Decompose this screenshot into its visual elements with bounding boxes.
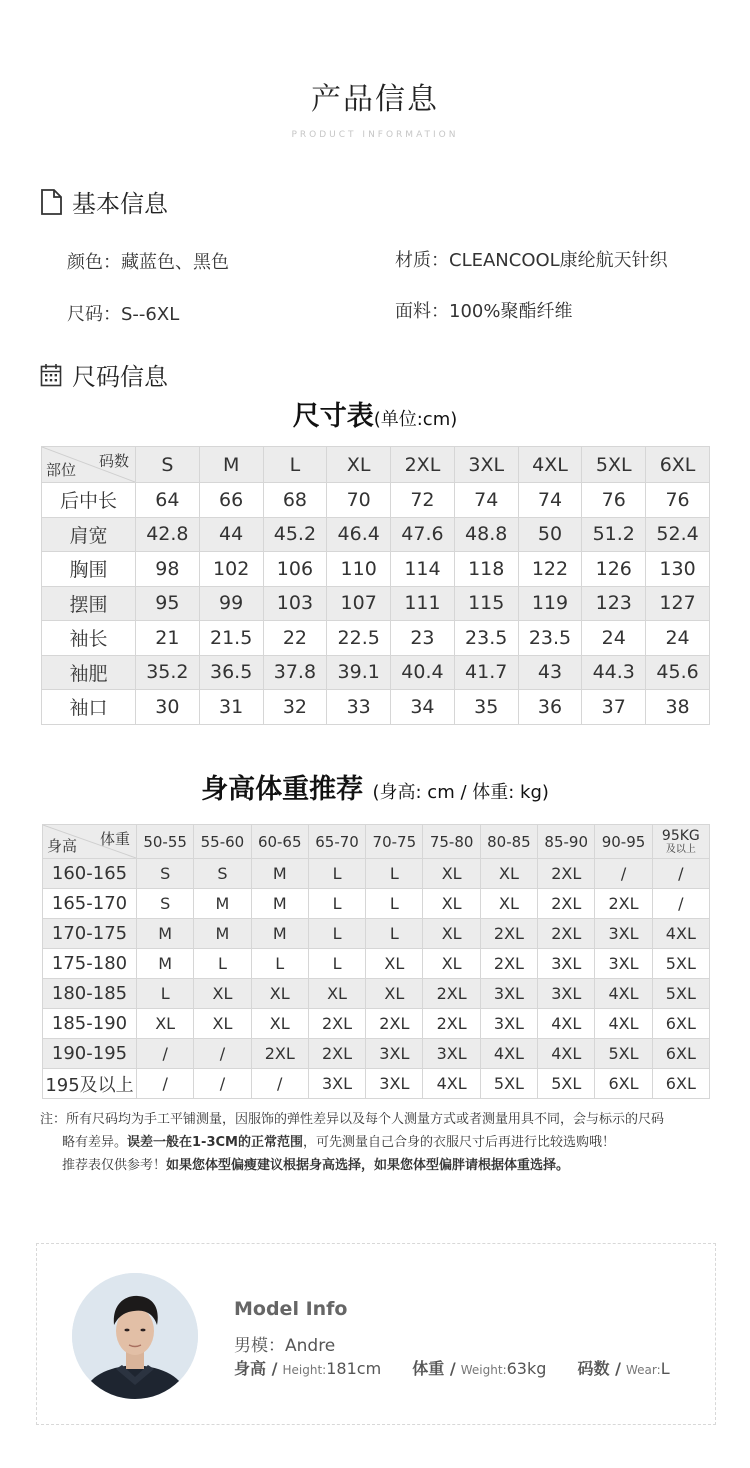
- note-line-2: [40, 1131, 730, 1154]
- rec-size-cell: L: [194, 949, 251, 979]
- color-value: 藏蓝色、黑色: [121, 252, 229, 273]
- rec-size-cell: M: [137, 919, 194, 949]
- page-subtitle: PRODUCT INFORMATION: [291, 130, 459, 140]
- rec-size-cell: 2XL: [480, 919, 537, 949]
- size-table-unit: (单位:cm): [373, 409, 458, 430]
- rec-size-cell: 2XL: [308, 1039, 365, 1069]
- rec-table-row: [43, 1009, 710, 1039]
- model-height-en: Height:: [282, 1363, 327, 1377]
- rec-size-cell: XL: [423, 889, 480, 919]
- rec-size-cell: XL: [251, 1009, 308, 1039]
- material-label: 材质：: [395, 250, 449, 271]
- rec-size-cell: M: [251, 919, 308, 949]
- rec-table-row: [43, 919, 710, 949]
- note-line-2b: 误差一般在1-3CM的正常范围: [127, 1135, 303, 1150]
- size-value-cell: 33: [327, 690, 391, 725]
- size-value-cell: 102: [199, 552, 263, 587]
- size-value-cell: 21.5: [199, 621, 263, 656]
- rec-size-cell: XL: [423, 949, 480, 979]
- size-value-cell: 123: [582, 586, 646, 621]
- model-info-title: Model Info: [234, 1298, 348, 1320]
- size-value-cell: 111: [391, 586, 455, 621]
- size-value-cell: 122: [518, 552, 582, 587]
- size-value-cell: 37.8: [263, 655, 327, 690]
- rec-size-cell: S: [137, 889, 194, 919]
- size-header-cell: L: [263, 447, 327, 483]
- note-line-2c: ，可先测量自己合身的衣服尺寸后再进行比较选购哦！: [302, 1135, 615, 1150]
- fabric-label: 面料：: [395, 301, 449, 322]
- size-header-cell: XL: [327, 447, 391, 483]
- rec-size-cell: M: [137, 949, 194, 979]
- rec-size-cell: 3XL: [366, 1069, 423, 1099]
- rec-size-cell: 6XL: [652, 1069, 709, 1099]
- rec-size-cell: M: [251, 889, 308, 919]
- model-size-en: Wear:: [626, 1363, 661, 1377]
- rec-size-cell: 2XL: [538, 889, 595, 919]
- model-weight-label: 体重 /: [412, 1359, 456, 1378]
- model-weight-en: Weight:: [460, 1363, 507, 1377]
- rec-size-cell: XL: [194, 1009, 251, 1039]
- size-value-cell: 72: [391, 483, 455, 518]
- rec-size-cell: 3XL: [480, 979, 537, 1009]
- rec-size-cell: 3XL: [308, 1069, 365, 1099]
- rec-size-cell: 3XL: [538, 979, 595, 1009]
- rec-size-cell: /: [652, 859, 709, 889]
- basic-info-title: 基本信息: [72, 190, 168, 218]
- size-value-cell: 74: [518, 483, 582, 518]
- size-value-cell: 40.4: [391, 655, 455, 690]
- size-part-cell: 袖口: [42, 690, 136, 725]
- note-line-2a: 略有差异。: [62, 1135, 128, 1150]
- height-cell: 185-190: [43, 1009, 137, 1039]
- rec-size-cell: L: [366, 859, 423, 889]
- size-table-corner: [42, 447, 136, 483]
- size-table-row: [42, 690, 710, 725]
- size-value-cell: 23: [391, 621, 455, 656]
- rec-size-cell: 4XL: [538, 1039, 595, 1069]
- note-line-3b: 如果您体型偏瘦建议根据身高选择，如果您体型偏胖请根据体重选择。: [166, 1158, 570, 1173]
- size-value-cell: 39.1: [327, 655, 391, 690]
- size-value-cell: 70: [327, 483, 391, 518]
- rec-size-cell: M: [194, 919, 251, 949]
- model-height-label: 身高 /: [234, 1359, 278, 1378]
- size-value-cell: 103: [263, 586, 327, 621]
- document-icon: [40, 189, 62, 215]
- rec-size-cell: XL: [480, 859, 537, 889]
- rec-size-cell: /: [652, 889, 709, 919]
- size-value-cell: 22: [263, 621, 327, 656]
- size-value-cell: 45.2: [263, 517, 327, 552]
- rec-table-row: [43, 1039, 710, 1069]
- rec-table-row: [43, 1069, 710, 1099]
- rec-size-cell: 2XL: [538, 919, 595, 949]
- size-value-cell: 35.2: [136, 655, 200, 690]
- size-value-cell: 95: [136, 586, 200, 621]
- rec-size-cell: 6XL: [652, 1039, 709, 1069]
- rec-size-cell: M: [251, 859, 308, 889]
- size-header-cell: 6XL: [646, 447, 710, 483]
- size-value-cell: 74: [454, 483, 518, 518]
- rec-size-cell: /: [194, 1039, 251, 1069]
- rec-size-cell: 3XL: [595, 919, 652, 949]
- material-row: [395, 246, 668, 272]
- rec-size-cell: /: [251, 1069, 308, 1099]
- size-value-cell: 22.5: [327, 621, 391, 656]
- rec-size-cell: L: [137, 979, 194, 1009]
- size-value-cell: 43: [518, 655, 582, 690]
- size-value-cell: 31: [199, 690, 263, 725]
- height-cell: 165-170: [43, 889, 137, 919]
- rec-size-cell: S: [137, 859, 194, 889]
- size-value-cell: 51.2: [582, 517, 646, 552]
- size-value-cell: 76: [646, 483, 710, 518]
- height-cell: 195及以上: [43, 1069, 137, 1099]
- rec-size-cell: 4XL: [595, 1009, 652, 1039]
- rec-size-cell: 3XL: [595, 949, 652, 979]
- rec-size-cell: 5XL: [652, 949, 709, 979]
- rec-size-cell: 2XL: [480, 949, 537, 979]
- rec-table-row: [43, 949, 710, 979]
- size-value-cell: 106: [263, 552, 327, 587]
- corner-weight-label: 体重: [99, 830, 130, 848]
- rec-table-row: [43, 859, 710, 889]
- rec-size-cell: 5XL: [595, 1039, 652, 1069]
- rec-size-cell: 3XL: [366, 1039, 423, 1069]
- model-name: Andre: [285, 1336, 336, 1356]
- rec-size-cell: 4XL: [480, 1039, 537, 1069]
- weight-header-cell: 70-75: [366, 825, 423, 859]
- rec-size-cell: XL: [194, 979, 251, 1009]
- size-value-cell: 118: [454, 552, 518, 587]
- size-value-cell: 30: [136, 690, 200, 725]
- size-value-cell: 32: [263, 690, 327, 725]
- rec-size-cell: M: [194, 889, 251, 919]
- size-value-cell: 107: [327, 586, 391, 621]
- size-table-row: [42, 586, 710, 621]
- rec-size-cell: XL: [137, 1009, 194, 1039]
- size-value-cell: 24: [582, 621, 646, 656]
- rec-size-cell: 4XL: [538, 1009, 595, 1039]
- note-line-3: [40, 1154, 730, 1177]
- rec-size-cell: 4XL: [652, 919, 709, 949]
- size-part-cell: 袖肥: [42, 655, 136, 690]
- rec-size-cell: L: [308, 919, 365, 949]
- size-header-cell: M: [199, 447, 263, 483]
- size-value-cell: 48.8: [454, 517, 518, 552]
- size-value-cell: 35: [454, 690, 518, 725]
- rec-table-row: [43, 979, 710, 1009]
- rec-table-title: [0, 767, 750, 806]
- size-header-cell: 5XL: [582, 447, 646, 483]
- rec-table-row: [43, 889, 710, 919]
- size-value-cell: 42.8: [136, 517, 200, 552]
- size-header-cell: 4XL: [518, 447, 582, 483]
- size-header-cell: 3XL: [454, 447, 518, 483]
- size-value-cell: 34: [391, 690, 455, 725]
- rec-size-cell: 5XL: [480, 1069, 537, 1099]
- rec-size-cell: L: [308, 889, 365, 919]
- weight-header-cell: 90-95: [595, 825, 652, 859]
- weight-header-cell: 60-65: [251, 825, 308, 859]
- size-value-cell: 50: [518, 517, 582, 552]
- weight-header-last-top: 95KG: [661, 827, 700, 844]
- size-table-title: [0, 394, 750, 433]
- recommendation-table: [42, 824, 710, 1099]
- rec-table-corner: [43, 825, 137, 859]
- rec-size-cell: 2XL: [423, 1009, 480, 1039]
- rec-size-cell: XL: [480, 889, 537, 919]
- corner-part-label: 部位: [46, 461, 77, 479]
- size-value-cell: 126: [582, 552, 646, 587]
- model-name-row: [234, 1331, 335, 1356]
- size-value-cell: 46.4: [327, 517, 391, 552]
- size-part-cell: 摆围: [42, 586, 136, 621]
- rec-size-cell: L: [366, 919, 423, 949]
- weight-header-cell: 55-60: [194, 825, 251, 859]
- size-value-cell: 21: [136, 621, 200, 656]
- calendar-icon: [40, 363, 62, 387]
- size-value-cell: 44.3: [582, 655, 646, 690]
- size-value-cell: 36: [518, 690, 582, 725]
- size-value-cell: 47.6: [391, 517, 455, 552]
- rec-size-cell: XL: [366, 949, 423, 979]
- rec-size-cell: S: [194, 859, 251, 889]
- rec-size-cell: XL: [308, 979, 365, 1009]
- height-cell: 160-165: [43, 859, 137, 889]
- rec-size-cell: /: [137, 1039, 194, 1069]
- rec-table-title-text: 身高体重推荐: [201, 774, 364, 805]
- size-value-cell: 23.5: [454, 621, 518, 656]
- height-cell: 170-175: [43, 919, 137, 949]
- size-value-cell: 115: [454, 586, 518, 621]
- rec-size-cell: 2XL: [366, 1009, 423, 1039]
- size-value-cell: 52.4: [646, 517, 710, 552]
- height-cell: 180-185: [43, 979, 137, 1009]
- size-table: [41, 446, 710, 725]
- size-info-title: 尺码信息: [72, 363, 168, 391]
- rec-size-cell: L: [251, 949, 308, 979]
- height-cell: 190-195: [43, 1039, 137, 1069]
- size-value-cell: 114: [391, 552, 455, 587]
- rec-size-cell: 3XL: [480, 1009, 537, 1039]
- size-value-cell: 99: [199, 586, 263, 621]
- weight-header-last-bottom: 及以上: [665, 843, 696, 855]
- weight-header-cell: 50-55: [137, 825, 194, 859]
- size-value-cell: 76: [582, 483, 646, 518]
- size-value-cell: 68: [263, 483, 327, 518]
- size-table-header: [42, 447, 710, 483]
- model-size-value: L: [660, 1359, 670, 1378]
- size-value-cell: 44: [199, 517, 263, 552]
- rec-size-cell: 4XL: [423, 1069, 480, 1099]
- size-value-cell: 64: [136, 483, 200, 518]
- model-weight-value: 63kg: [506, 1359, 547, 1378]
- size-part-cell: 后中长: [42, 483, 136, 518]
- rec-size-cell: XL: [366, 979, 423, 1009]
- size-value-cell: 110: [327, 552, 391, 587]
- rec-size-cell: 3XL: [538, 949, 595, 979]
- model-avatar: [72, 1273, 198, 1399]
- rec-size-cell: 5XL: [538, 1069, 595, 1099]
- size-value-cell: 23.5: [518, 621, 582, 656]
- rec-size-cell: 2XL: [538, 859, 595, 889]
- size-value-cell: 98: [136, 552, 200, 587]
- size-value: S--6XL: [121, 304, 180, 325]
- model-size-label: 码数 /: [577, 1359, 621, 1378]
- color-label: 颜色：: [67, 252, 121, 273]
- color-row: [67, 248, 229, 274]
- rec-size-cell: L: [308, 949, 365, 979]
- size-value-cell: 38: [646, 690, 710, 725]
- size-label: 尺码：: [67, 304, 121, 325]
- rec-size-cell: 5XL: [652, 979, 709, 1009]
- size-header-cell: S: [136, 447, 200, 483]
- size-table-row: [42, 655, 710, 690]
- size-table-row: [42, 483, 710, 518]
- rec-size-cell: L: [308, 859, 365, 889]
- size-value-cell: 45.6: [646, 655, 710, 690]
- note-line-3a: 推荐表仅供参考！: [62, 1158, 167, 1173]
- size-value-cell: 36.5: [199, 655, 263, 690]
- rec-size-cell: /: [595, 859, 652, 889]
- size-part-cell: 肩宽: [42, 517, 136, 552]
- size-part-cell: 胸围: [42, 552, 136, 587]
- rec-size-cell: /: [194, 1069, 251, 1099]
- height-cell: 175-180: [43, 949, 137, 979]
- rec-size-cell: XL: [251, 979, 308, 1009]
- size-header-cell: 2XL: [391, 447, 455, 483]
- rec-size-cell: 2XL: [423, 979, 480, 1009]
- rec-size-cell: 4XL: [595, 979, 652, 1009]
- size-value-cell: 24: [646, 621, 710, 656]
- rec-size-cell: 2XL: [595, 889, 652, 919]
- size-table-title-text: 尺寸表: [292, 401, 374, 432]
- rec-size-cell: L: [366, 889, 423, 919]
- size-table-row: [42, 517, 710, 552]
- rec-size-cell: XL: [423, 919, 480, 949]
- rec-size-cell: /: [137, 1069, 194, 1099]
- weight-header-cell-last: [652, 825, 709, 859]
- weight-header-cell: 65-70: [308, 825, 365, 859]
- weight-header-cell: 80-85: [480, 825, 537, 859]
- rec-size-cell: 2XL: [251, 1039, 308, 1069]
- rec-table-header: [43, 825, 710, 859]
- size-value-cell: 127: [646, 586, 710, 621]
- rec-size-cell: 3XL: [423, 1039, 480, 1069]
- basic-info-heading: [40, 184, 168, 219]
- size-row: [67, 300, 179, 326]
- model-stats-row: [234, 1356, 670, 1379]
- size-value-cell: 66: [199, 483, 263, 518]
- size-table-row: [42, 621, 710, 656]
- fabric-value: 100%聚酯纤维: [449, 301, 573, 322]
- note-line-1: 注：所有尺码均为手工平铺测量，因服饰的弹性差异以及每个人测量方式或者测量用具不同，会与标示的尺码: [40, 1112, 665, 1127]
- corner-height-label: 身高: [47, 837, 78, 855]
- rec-size-cell: XL: [423, 859, 480, 889]
- size-info-heading: [40, 357, 168, 392]
- size-notes: [40, 1108, 730, 1177]
- rec-size-cell: 6XL: [652, 1009, 709, 1039]
- weight-header-cell: 85-90: [538, 825, 595, 859]
- corner-size-label: 码数: [98, 452, 129, 470]
- size-value-cell: 37: [582, 690, 646, 725]
- material-value: CLEANCOOL康纶航天针织: [449, 250, 668, 271]
- size-value-cell: 130: [646, 552, 710, 587]
- rec-size-cell: 2XL: [308, 1009, 365, 1039]
- rec-size-cell: 6XL: [595, 1069, 652, 1099]
- weight-header-cell: 75-80: [423, 825, 480, 859]
- fabric-row: [395, 297, 572, 323]
- size-value-cell: 41.7: [454, 655, 518, 690]
- size-table-row: [42, 552, 710, 587]
- model-height-value: 181cm: [326, 1359, 382, 1378]
- size-part-cell: 袖长: [42, 621, 136, 656]
- rec-table-unit: (身高: cm / 体重: kg): [372, 782, 549, 803]
- size-value-cell: 119: [518, 586, 582, 621]
- model-name-label: 男模：: [234, 1336, 285, 1356]
- page-title: 产品信息: [311, 82, 439, 117]
